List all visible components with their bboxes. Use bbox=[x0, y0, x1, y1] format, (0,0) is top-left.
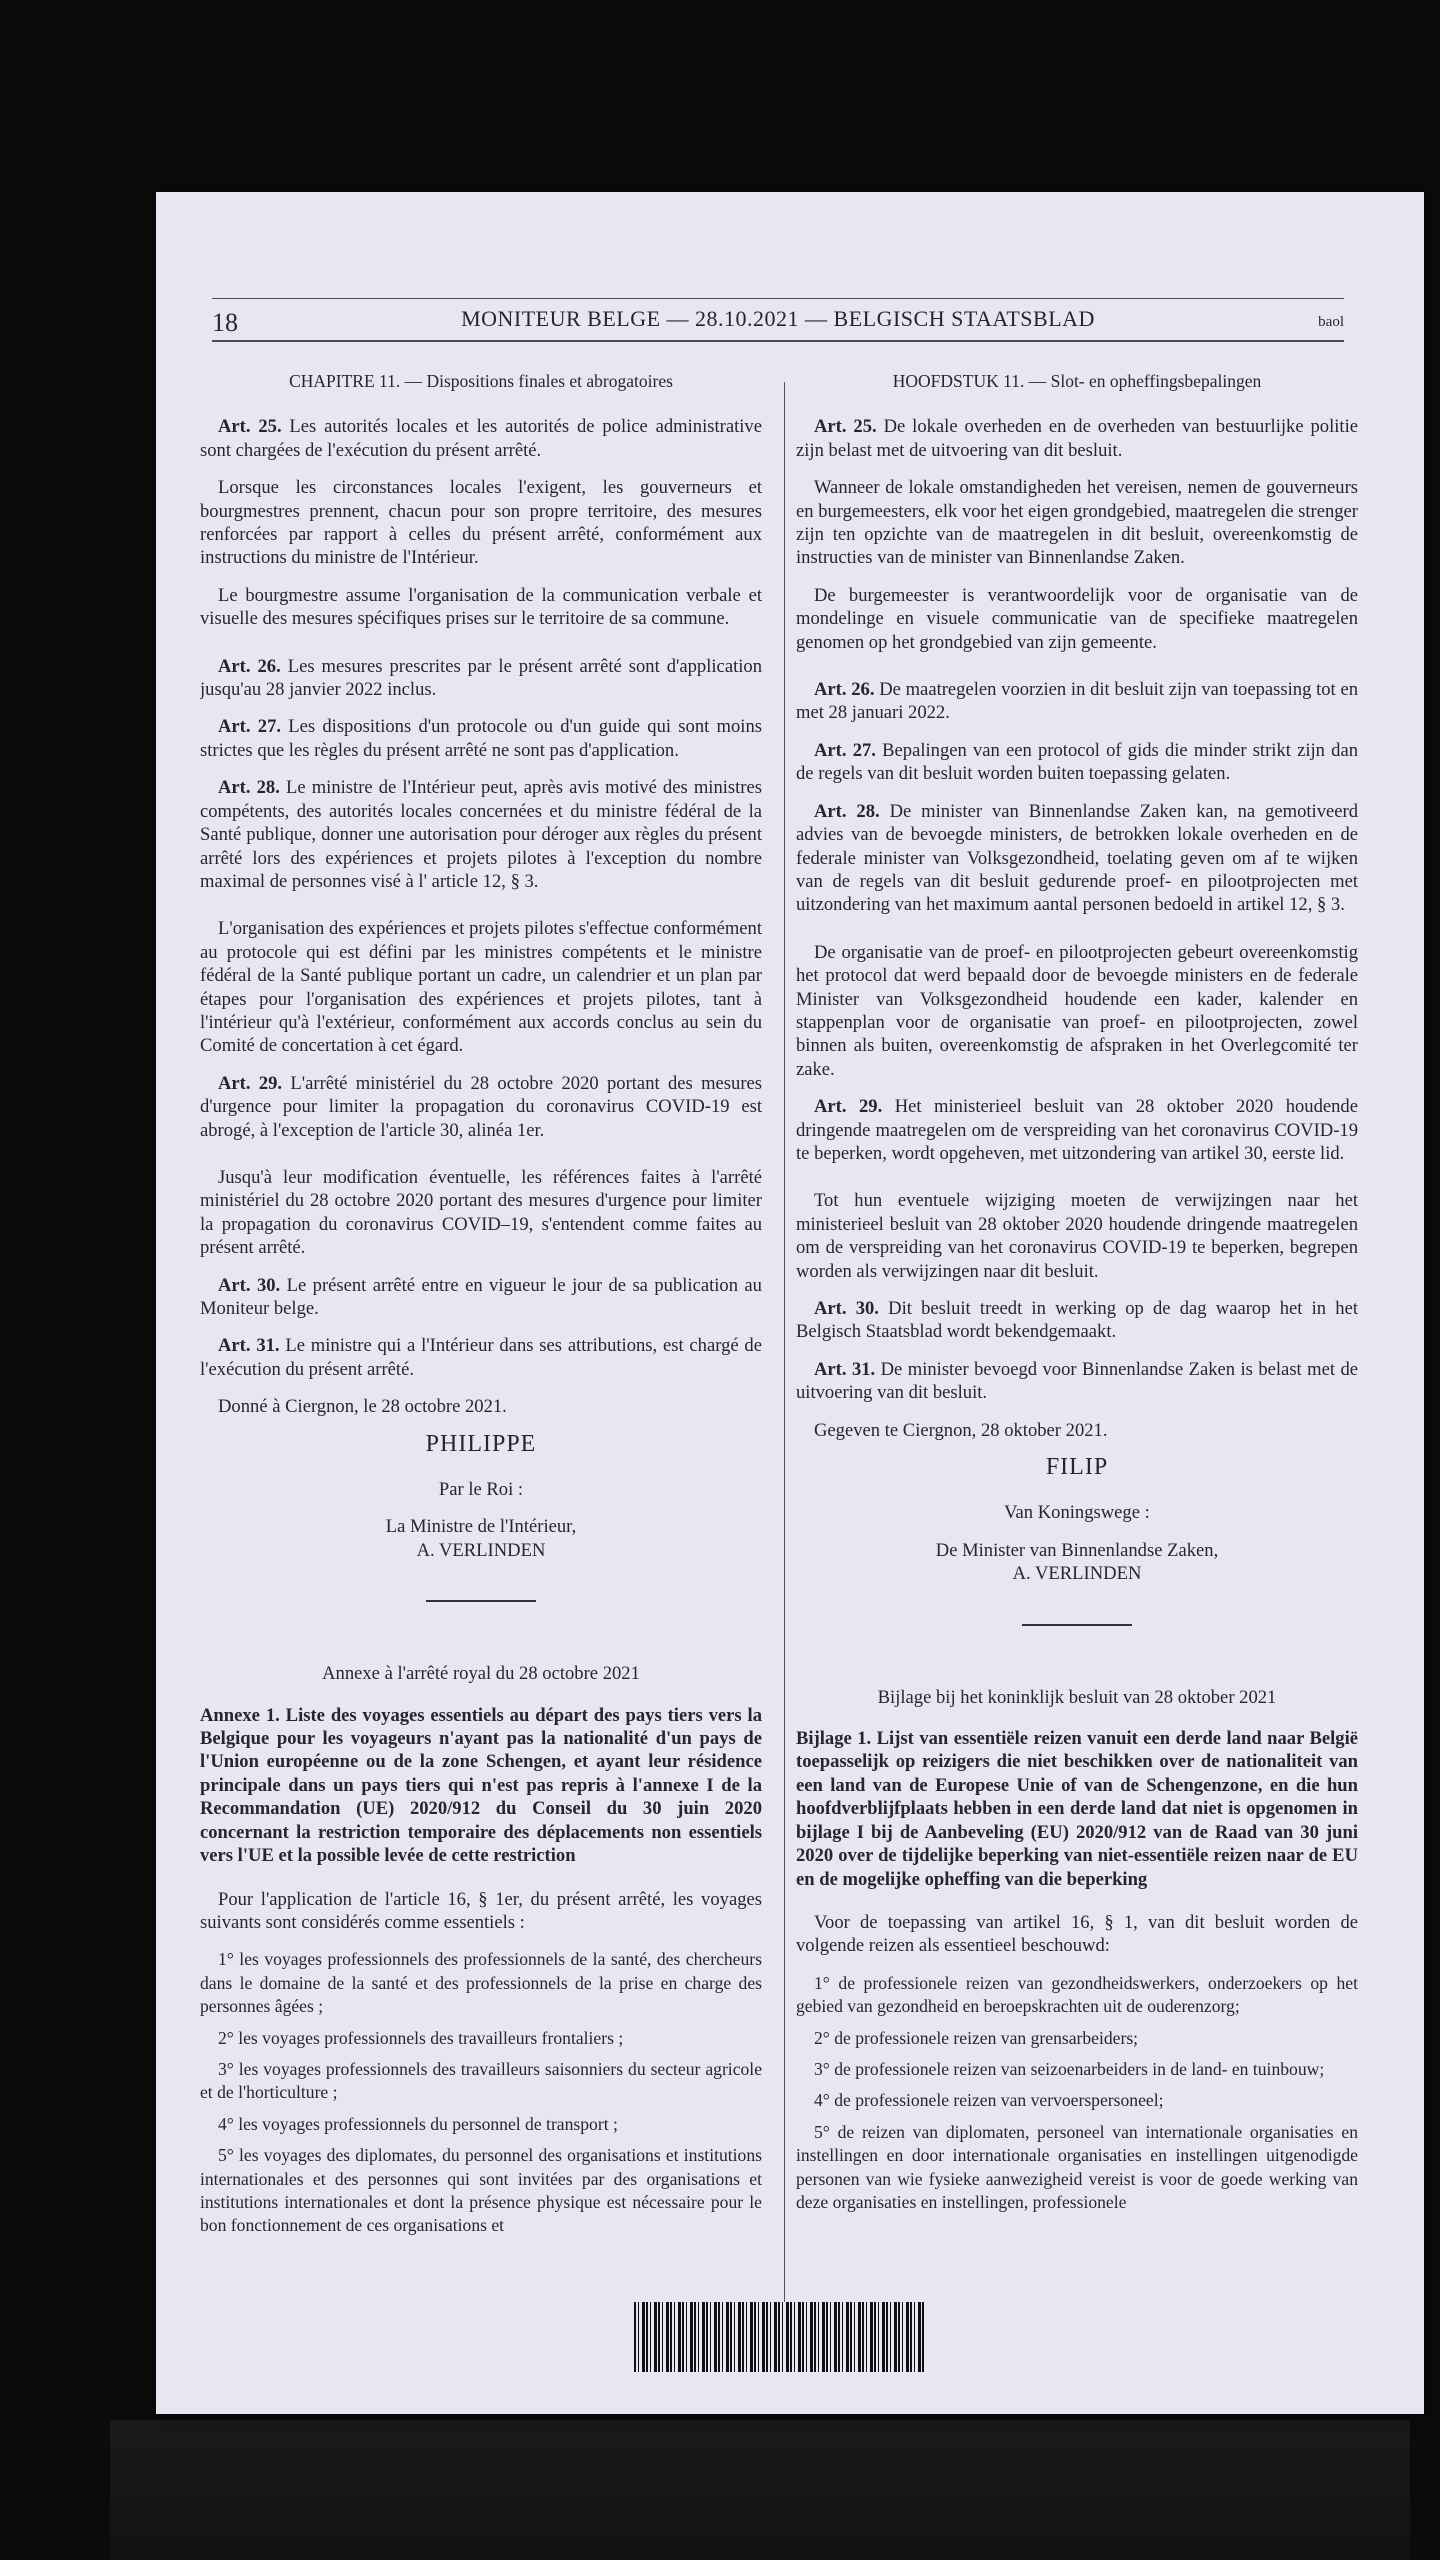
chapter-heading: HOOFDSTUK 11. — Slot- en opheffingsbepalingen bbox=[892, 371, 1262, 391]
publication-title: MONITEUR BELGE — 28.10.2021 — BELGISCH STAATSBLAD bbox=[461, 306, 1095, 331]
list-item: 1° les voyages professionnels des professionnels de la santé, des chercheurs dans le domaine de la santé et des professionnels de la prise en charge des personnes âgées ; bbox=[200, 1949, 762, 2017]
french-column bbox=[200, 370, 762, 2360]
royal-signature: FILIP bbox=[1045, 1454, 1109, 1481]
document-page bbox=[156, 192, 1424, 2414]
list-item: 2° les voyages professionnels des travailleurs frontaliers ; bbox=[218, 2027, 624, 2048]
paragraph: Le bourgmestre assume l'organisation de la communication verbale et visuelle des mesures spécifiques prises sur le territoire de sa commune. bbox=[200, 584, 762, 630]
section-rule bbox=[426, 1600, 536, 1602]
list-item: 3° de professionele reizen van seizoenarbeiders in de land- en tuinbouw; bbox=[814, 2058, 1325, 2079]
barcode bbox=[634, 2302, 924, 2372]
article-27: Art. 27. Bepalingen van een protocol of gids die minder strikt zijn dan de regels van dit besluit worden buiten toepassing gelaten. bbox=[796, 739, 1358, 785]
chapter-heading: CHAPITRE 11. — Dispositions finales et abrogatoires bbox=[289, 371, 673, 391]
section-rule bbox=[1022, 1624, 1132, 1626]
article-28: Art. 28. Le ministre de l'Intérieur peut, après avis motivé des ministres compétents, des autorités locales concernées et du ministre fédéral de la Santé publique, donner une autorisation pour déroger aux règles du présent arrêté lors des expériences et projets pilotes à l'exception du nombre maximal de personnes visé à l' article 12, § 3. bbox=[200, 777, 762, 892]
dutch-column bbox=[796, 370, 1358, 2360]
article-31: Art. 31. Le ministre qui a l'Intérieur dans ses attributions, est chargé de l'exécution du présent arrêté. bbox=[200, 1335, 762, 1380]
annex-intro: Voor de toepassing van artikel 16, § 1, van dit besluit worden de volgende reizen als essentieel beschouwd: bbox=[796, 1911, 1358, 1957]
article-30: Art. 30. Dit besluit treedt in werking op de dag waarop het in het Belgisch Staatsblad wordt bekendgemaakt. bbox=[796, 1298, 1358, 1343]
list-item: 5° les voyages des diplomates, du personnel des organisations et institutions internationales et des personnes qui sont invitées par des organisations et institutions internationales et dont la présence physique est nécessaire pour le bon fonctionnement de ces organisations et bbox=[200, 2145, 762, 2236]
article-29: Art. 29. Het ministerieel besluit van 28 oktober 2020 houdende dringende maatregelen om de verspreiding van het coronavirus COVID-19 te beperken, wordt opgeheven, met uitzondering van artikel 30, eerste lid. bbox=[796, 1096, 1358, 1164]
article-25: Art. 25. Les autorités locales et les autorités de police administrative sont chargées de l'exécution du présent arrêté. bbox=[200, 416, 762, 461]
date-place: Gegeven te Ciergnon, 28 oktober 2021. bbox=[814, 1419, 1108, 1441]
article-29: Art. 29. L'arrêté ministériel du 28 octobre 2020 portant des mesures d'urgence pour limiter la propagation du coronavirus COVID-19 est abrogé, à l'exception de l'article 30, alinéa 1er. bbox=[200, 1072, 762, 1141]
article-31: Art. 31. De minister bevoegd voor Binnenlandse Zaken is belast met de uitvoering van dit besluit. bbox=[796, 1358, 1358, 1404]
article-27: Art. 27. Les dispositions d'un protocole ou d'un guide qui sont moins strictes que les règles du présent arrêté ne sont pas d'application. bbox=[200, 716, 762, 761]
annex-title: Bijlage bij het koninklijk besluit van 28 oktober 2021 bbox=[877, 1686, 1277, 1708]
annex-heading: Annexe 1. Liste des voyages essentiels au départ des pays tiers vers la Belgique pour les voyageurs n'ayant pas la nationalité d'un pays de l'Union européenne ou de la zone Schengen, et ayant leur résidence principale dans un pays tiers qui n'est pas repris à l'annexe I de la Recommandation (UE) 2020/912 du Conseil du 30 juin 2020 concernant la restriction temporaire des déplacements non essentiels vers l'UE et la possible levée de cette restriction bbox=[200, 1704, 762, 1867]
article-26: Art. 26. Les mesures prescrites par le présent arrêté sont d'application jusqu'au 28 janvier 2022 inclus. bbox=[200, 655, 762, 701]
column-divider bbox=[784, 382, 785, 2342]
date-place: Donné à Ciergnon, le 28 octobre 2021. bbox=[218, 1396, 507, 1418]
paragraph: Jusqu'à leur modification éventuelle, les références faites à l'arrêté ministériel du 28 octobre 2020 portant des mesures d'urgence pour limiter la propagation du coronavirus COVID–19, s'entendent comme faites au présent arrêté. bbox=[200, 1166, 762, 1259]
article-25: Art. 25. De lokale overheden en de overheden van bestuurlijke politie zijn belast met de uitvoering van dit besluit. bbox=[796, 416, 1358, 461]
list-item: 2° de professionele reizen van grensarbeiders; bbox=[814, 2027, 1139, 2048]
by-king: Par le Roi : bbox=[438, 1479, 524, 1501]
article-28: Art. 28. De minister van Binnenlandse Zaken kan, na gemotiveerd advies van de bevoegde ministers, de betrokken lokale overheden en de federale minister van Volksgezondheid, toelating geven om af te wijken van de regels van dit besluit gedurende proef- en pilootprojecten met uitzondering van het maximum aantal personen bedoeld in artikel 12, § 3. bbox=[796, 800, 1358, 916]
article-26: Art. 26. De maatregelen voorzien in dit besluit zijn van toepassing tot en met 28 januari 2022. bbox=[796, 679, 1358, 724]
annex-intro: Pour l'application de l'article 16, § 1er, du présent arrêté, les voyages suivants sont considérés comme essentiels : bbox=[200, 1888, 762, 1933]
article-30: Art. 30. Le présent arrêté entre en vigueur le jour de sa publication au Moniteur belge. bbox=[200, 1274, 762, 1319]
list-item: 5° de reizen van diplomaten, personeel van internationale organisaties en instellingen en door internationale organisaties en instellingen uitgenodigde personen van wie fysieke aanwezigheid vereist is voor de goede werking van deze organisaties en instellingen, professionele bbox=[796, 2121, 1358, 2212]
by-king: Van Koningswege : bbox=[1004, 1502, 1150, 1524]
paragraph: De burgemeester is verantwoordelijk voor de organisatie van de mondelinge en visuele communicatie van de specifieke maatregelen genomen op het grondgebied van zijn gemeente. bbox=[796, 584, 1358, 653]
minister-name: A. VERLINDEN bbox=[1012, 1563, 1142, 1585]
monitor-bezel bbox=[110, 2420, 1410, 2560]
list-item: 4° les voyages professionnels du personnel de transport ; bbox=[218, 2113, 618, 2134]
paragraph: Lorsque les circonstances locales l'exigent, les gouverneurs et bourgmestres prennent, chacun pour son propre territoire, des mesures renforcées par rapport à celles du présent arrêté, conformément aux instructions du ministre de l'Intérieur. bbox=[200, 477, 762, 569]
paragraph: De organisatie van de proef- en pilootprojecten gebeurt overeenkomstig het protocol dat werd bepaald door de bevoegde ministers en de federale Minister van Volksgezondheid houdende een kader, kalender en stappenplan voor de organisatie van proef- en pilootprojecten, zowel binnen als buiten, overeenkomstig de afspraken in het Overlegcomité ter zake. bbox=[796, 941, 1358, 1080]
page-number: 18 bbox=[212, 308, 238, 337]
royal-signature: PHILIPPE bbox=[425, 1430, 537, 1457]
annex-title: Annexe à l'arrêté royal du 28 octobre 2021 bbox=[322, 1663, 640, 1685]
minister-title: La Ministre de l'Intérieur, bbox=[385, 1516, 577, 1538]
paragraph: Wanneer de lokale omstandigheden het vereisen, nemen de gouverneurs en burgemeesters, elk voor het eigen grondgebied, maatregelen die strenger zijn ten opzichte van de maatregelen in dit besluit, overeenkomstig de instructies van de minister van Binnenlandse Zaken. bbox=[796, 477, 1358, 569]
list-item: 3° les voyages professionnels des travailleurs saisonniers du secteur agricole et de l'horticulture ; bbox=[200, 2058, 762, 2103]
annex-heading: Bijlage 1. Lijst van essentiële reizen vanuit een derde land naar België toepasselijk op reizigers die niet beschikken over de nationaliteit van een land van de Europese Unie of van de Schengenzone, en die hun hoofdverblijfplaats hebben in een derde land dat niet is opgenomen in bijlage I bij de Aanbeveling (EU) 2020/912 van de Raad van 30 juni 2020 over de tijdelijke beperking van niet-essentiële reizen naar de EU en de mogelijke opheffing van die beperking bbox=[796, 1728, 1358, 1890]
list-item: 1° de professionele reizen van gezondheidswerkers, onderzoekers op het gebied van gezondheid en beroepskrachten uit de ouderenzorg; bbox=[796, 1972, 1358, 2017]
paragraph: Tot hun eventuele wijziging moeten de verwijzingen naar het ministerieel besluit van 28 oktober 2020 houdende dringende maatregelen om de verspreiding van het coronavirus COVID-19 te beperken, begrepen worden als verwijzingen naar dit besluit. bbox=[796, 1190, 1358, 1282]
list-item: 4° de professionele reizen van vervoerspersoneel; bbox=[814, 2090, 1164, 2111]
minister-title: De Minister van Binnenlandse Zaken, bbox=[935, 1539, 1219, 1561]
header-tag: baol bbox=[1318, 314, 1344, 330]
paragraph: L'organisation des expériences et projets pilotes s'effectue conformément au protocole qui est défini par les ministres compétents et le ministre fédéral de la Santé publique portant un cadre, un calendrier et un plan par étapes pour l'organisation des expériences et projets pilotes, tant à l'intérieur qu'à l'extérieur, conformément aux accords conclus au sein du Comité de concertation à cet égard. bbox=[200, 918, 762, 1057]
page-header bbox=[212, 304, 1344, 342]
minister-name: A. VERLINDEN bbox=[416, 1539, 546, 1561]
